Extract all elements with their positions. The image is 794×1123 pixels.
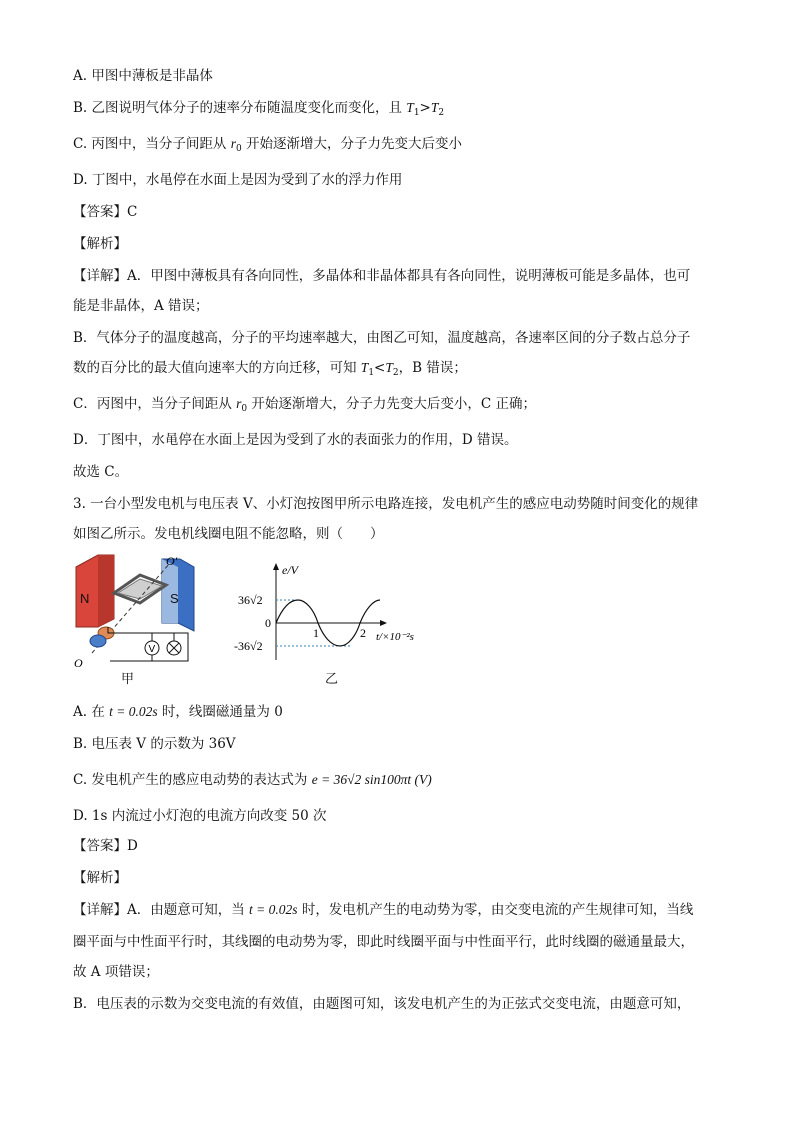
detail-b-text-3: ，B 错误； [398,360,467,376]
q3-detail-a-line3 [73,962,159,982]
q2-detail-a-line1 [73,266,690,286]
q3-detail-a-text-2: 圈平面与中性面平行时，其线圈的电动势为零，即此时线圈平面与中性面平行，此时线圈的磁通量最大， [73,934,694,950]
t1-symbol: T [360,360,369,375]
x-axis-label: t/×10⁻²s [376,631,414,643]
q2-option-b-text: B. 乙图说明气体分子的速率分布随温度变化而变化，且 [73,100,407,116]
q3-analysis-label [73,868,127,888]
figure-yi-label: 乙 [325,672,339,687]
q3-option-a-pre: A. 在 [73,704,110,720]
y-tick-zero: 0 [265,616,271,630]
t2-subscript: 2 [392,368,399,378]
x-axis-arrow [380,620,387,626]
q2-conclusion [73,462,128,482]
y-axis-arrow [273,563,279,570]
q2-detail-c [73,394,536,419]
q3-stem-line2 [73,524,384,544]
y-tick-top: 36√2 [238,593,263,607]
detail-b-text-2: 数的百分比的最大值向速率大的方向迁移，可知 [73,360,361,376]
r0-symbol: r [236,396,242,411]
detail-label: 【详解】 [73,268,127,284]
q2-option-a-text: A. 甲图中薄板是非晶体 [73,68,213,84]
detail-label: 【详解】 [73,902,127,918]
t1-subscript: 1 [413,108,420,118]
q2-detail-b-line1 [73,328,690,348]
q3-stem-text-2: 如图乙所示。发电机线圈电阻不能忽略，则（ ） [73,526,384,542]
q3-detail-a-line1 [73,900,693,920]
q2-option-d [73,170,402,190]
q3-option-b [73,734,236,754]
q2-option-d-text: D. 丁图中，水黾停在水面上是因为受到了水的浮力作用 [73,172,403,188]
q3-option-a [73,702,283,722]
detail-a-text-2: 能是非晶体，A 错误； [73,298,209,314]
q3-detail-a-pre: A．由题意可知，当 [127,902,250,918]
detail-b-text: B．气体分子的温度越高，分子的平均速率越大，由图乙可知，温度越高，各速率区间的分子数占总分子 [73,330,691,346]
q3-stem-text: 3. 一台小型发电机与电压表 V、小灯泡按图甲所示电路连接，发电机产生的感应电动势随时间变化的规律 [73,496,699,512]
x-tick-1: 1 [313,626,319,640]
t1-subscript: 1 [368,368,375,378]
slip-ring-2 [90,635,106,647]
q2-option-c-post: 开始逐渐增大，分子力先变大后变小 [241,136,463,152]
axis-bottom-label: O [74,656,83,670]
q3-detail-a-eq: t = 0.02s [249,902,298,917]
q2-option-c [73,134,462,159]
answer-value: C [127,204,138,220]
analysis-label: 【解析】 [73,236,127,252]
q3-option-c-eq: e = 36√2 sin100πt (V) [311,772,432,787]
detail-c-post: 开始逐渐增大，分子力先变大后变小，C 正确； [247,396,537,412]
gt-symbol: > [419,100,431,116]
q3-detail-b-line1 [73,994,690,1014]
q3-option-c-pre: C. 发电机产生的感应电动势的表达式为 [73,772,312,788]
q3-stem-line1 [73,494,698,514]
r0-subscript: 0 [241,404,248,414]
y-axis-label: e/V [282,563,298,577]
q3-answer [73,836,138,856]
q2-answer [73,202,137,222]
r0-symbol: r [230,136,236,151]
magnet-s-label: S [170,591,179,606]
q3-detail-b-text: B．电压表的示数为交变电流的有效值，由题图可知，该发电机产生的为正弦式交变电流，由题意可知， [73,996,691,1012]
answer-value: D [127,838,138,854]
q3-option-d [73,806,327,826]
t2-subscript: 2 [438,108,445,118]
q2-detail-a-line2 [73,296,209,316]
figure-generator [70,553,195,673]
t1-symbol: T [406,100,414,115]
q2-option-a [73,66,213,86]
y-tick-bottom: -36√2 [234,639,263,653]
q3-detail-a-post: 时，发电机产生的电动势为零，由交变电流的产生规律可知，当线 [297,902,694,918]
t2-symbol: T [430,100,439,115]
detail-c-pre: C．丙图中，当分子间距从 [73,396,237,412]
magnet-n-label: N [80,591,90,606]
q3-option-d-text: D. 1s 内流过小灯泡的电流方向改变 50 次 [73,808,327,824]
figure-emf-graph [232,560,432,665]
q3-option-a-eq: t = 0.02s [109,704,158,719]
analysis-label: 【解析】 [73,870,127,886]
magnet-n-face [98,555,114,627]
q2-analysis-label [73,234,127,254]
lt-symbol: < [374,360,386,376]
r0-subscript: 0 [236,144,242,154]
figure-jia-label: 甲 [121,672,135,687]
q3-detail-a-line2 [73,932,694,952]
q2-detail-d [73,430,517,450]
q3-option-c [73,770,432,790]
q2-option-b [73,98,444,123]
conclusion-text: 故选 C。 [73,464,129,480]
voltmeter-label: V [148,644,156,655]
answer-label: 【答案】 [73,204,127,220]
t2-symbol: T [385,360,393,375]
q2-detail-b-line2 [73,358,467,383]
detail-a-text: A．甲图中薄板具有各向同性，多晶体和非晶体都具有各向同性，说明薄板可能是多晶体，也可 [127,268,691,284]
x-tick-2: 2 [360,626,366,640]
detail-d-text: D．丁图中，水黾停在水面上是因为受到了水的表面张力的作用，D 错误。 [73,432,518,448]
q3-option-a-post: 时，线圈磁通量为 0 [157,704,283,720]
q3-detail-a-text-3: 故 A 项错误； [73,964,159,980]
q2-option-c-pre: C. 丙图中，当分子间距从 [73,136,231,152]
axis-top-label: O′ [166,554,178,568]
q3-option-b-text: B. 电压表 V 的示数为 36V [73,736,236,752]
answer-label: 【答案】 [73,838,127,854]
